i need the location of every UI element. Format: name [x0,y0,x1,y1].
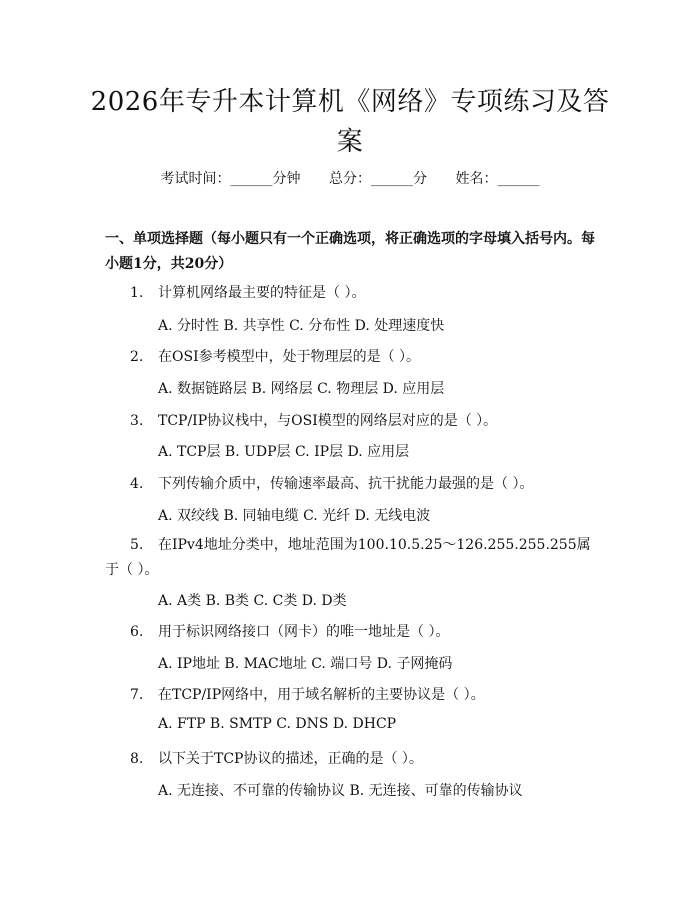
question-4-options: A. 双绞线 B. 同轴电缆 C. 光纤 D. 无线电波 [158,508,431,524]
question-2 [130,346,420,366]
question-3-options: A. TCP层 B. UDP层 C. IP层 D. 应用层 [158,444,410,460]
question-text: 计算机网络最主要的特征是（ ）。 [158,285,366,301]
exam-meta [0,168,700,188]
question-5-options: A. A类 B. B类 C. C类 D. D类 [158,593,347,609]
question-2-options: A. 数据链路层 B. 网络层 C. 物理层 D. 应用层 [158,381,445,397]
question-text: 下列传输介质中，传输速率最高、抗干扰能力最强的是（ ）。 [158,476,534,492]
question-number: 8. [130,751,144,767]
question-number: 3. [130,413,144,429]
page-title: 2026年专升本计算机《网络》专项练习及答案 [90,87,610,157]
question-6-options: A. IP地址 B. MAC地址 C. 端口号 D. 子网掩码 [158,656,453,672]
question-text: 在TCP/IP网络中，用于域名解析的主要协议是（ ）。 [158,687,485,703]
question-text: 以下关于TCP协议的描述，正确的是（ ）。 [158,751,423,767]
question-1-options: A. 分时性 B. 共享性 C. 分布性 D. 处理速度快 [158,318,445,334]
question-number: 6. [130,624,144,640]
question-8 [130,748,423,768]
question-text: TCP/IP协议栈中，与OSI模型的网络层对应的是（ ）。 [158,413,498,429]
question-4 [130,473,533,493]
question-5 [105,533,600,583]
question-number: 4. [130,476,144,492]
question-1 [130,282,365,302]
question-6 [130,621,449,641]
exam-time-field: 考试时间：______分钟 [160,171,301,187]
student-name-field: 姓名：______ [455,171,540,187]
question-number: 7. [130,687,144,703]
question-number: 2. [130,349,144,365]
question-text: 在OSI参考模型中，处于物理层的是（ ）。 [158,349,421,365]
question-number: 5. [130,537,144,553]
question-3 [130,410,497,430]
question-7 [130,684,485,704]
question-text: 在IPv4地址分类中，地址范围为100.10.5.25～126.255.255.255属于（ ）。 [105,537,591,578]
question-text: 用于标识网络接口（网卡）的唯一地址是（ ）。 [158,624,450,640]
question-8-options: A. 无连接、不可靠的传输协议 B. 无连接、可靠的传输协议 [158,783,523,799]
total-score-field: 总分：______分 [329,171,427,187]
question-7-options: A. FTP B. SMTP C. DNS D. DHCP [158,716,397,732]
question-number: 1. [130,285,144,301]
section-heading: 一、单项选择题（每小题只有一个正确选项，将正确选项的字母填入括号内。每小题1分，共20分） [105,231,595,272]
